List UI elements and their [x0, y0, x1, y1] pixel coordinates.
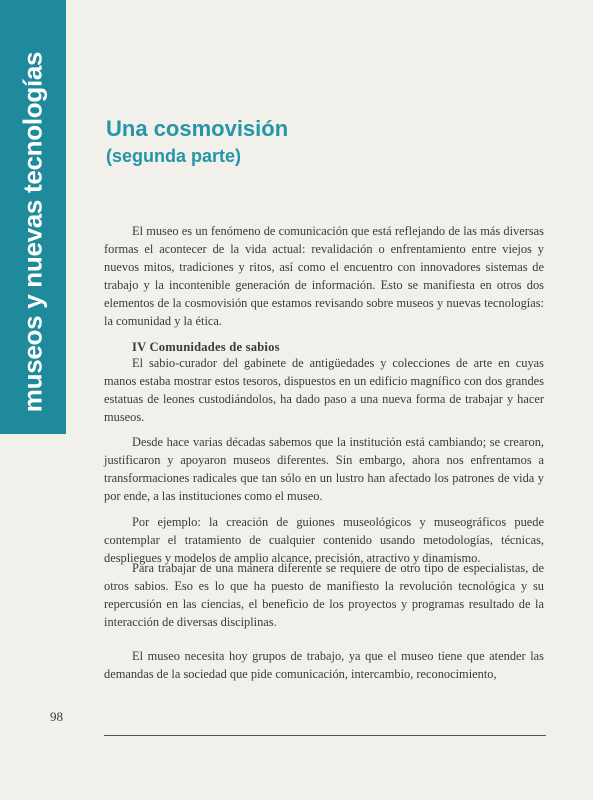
page-subtitle: (segunda parte)	[106, 146, 242, 166]
sidebar-band	[0, 0, 66, 434]
page-title: Una cosmovisión	[106, 116, 289, 141]
footer-rule	[104, 735, 546, 736]
paragraph-sabio-curador: El sabio-curador del gabinete de antigüedades y colecciones de arte en cuyas manos estaba mostrar estos tesoros, dispuestos en un edificio magnífico con dos grandes estatuas de leones custodiándolos, ha dado paso a una nueva forma de trabajar y hacer museos.	[104, 356, 544, 424]
paragraph-decadas: Desde hace varias décadas sabemos que la institución está cambiando; se crearon, justificaron y apoyaron museos diferentes. Sin embargo, ahora nos enfrentamos a transformaciones radicales que tan sólo en un lustro han afectado los patrones de vida y por ende, a las instituciones como el museo.	[104, 435, 544, 503]
sidebar-label: museos y nuevas tecnologías	[17, 51, 48, 413]
paragraph-especialistas: Para trabajar de una manera diferente se requiere de otro tipo de especialistas, de otros sabios. Eso es lo que ha puesto de manifiesto la revolución tecnológica y su repercusión en las ciencias, el beneficio de los proyectos y programas resultado de la interacción de diversas disciplinas.	[104, 561, 544, 629]
page-number: 98	[50, 709, 63, 724]
section-heading: IV Comunidades de sabios	[132, 340, 280, 354]
paragraph-ejemplo: Por ejemplo: la creación de guiones museológicos y museográficos puede contemplar el tratamiento de cualquier contenido usando metodologías, técnicas, despliegues y modelos de amplio alcance, precisión, atractivo y dinamismo.	[104, 515, 544, 565]
paragraph-intro: El museo es un fenómeno de comunicación que está reflejando de las más diversas formas el acontecer de la vida actual: revalidación o enfrentamiento entre viejos y nuevos mitos, tradiciones y ritos, así como el encuentro con innovadores sistemas de trabajo y la incontenible generación de información. Esto se manifiesta en otros dos elementos de la cosmovisión que estamos revisando sobre museos y nuevas tecnologías: la comunidad y la ética.	[104, 224, 544, 328]
paragraph-grupos: El museo necesita hoy grupos de trabajo, ya que el museo tiene que atender las demandas de la sociedad que pide comunicación, intercambio, reconocimiento,	[104, 649, 544, 681]
